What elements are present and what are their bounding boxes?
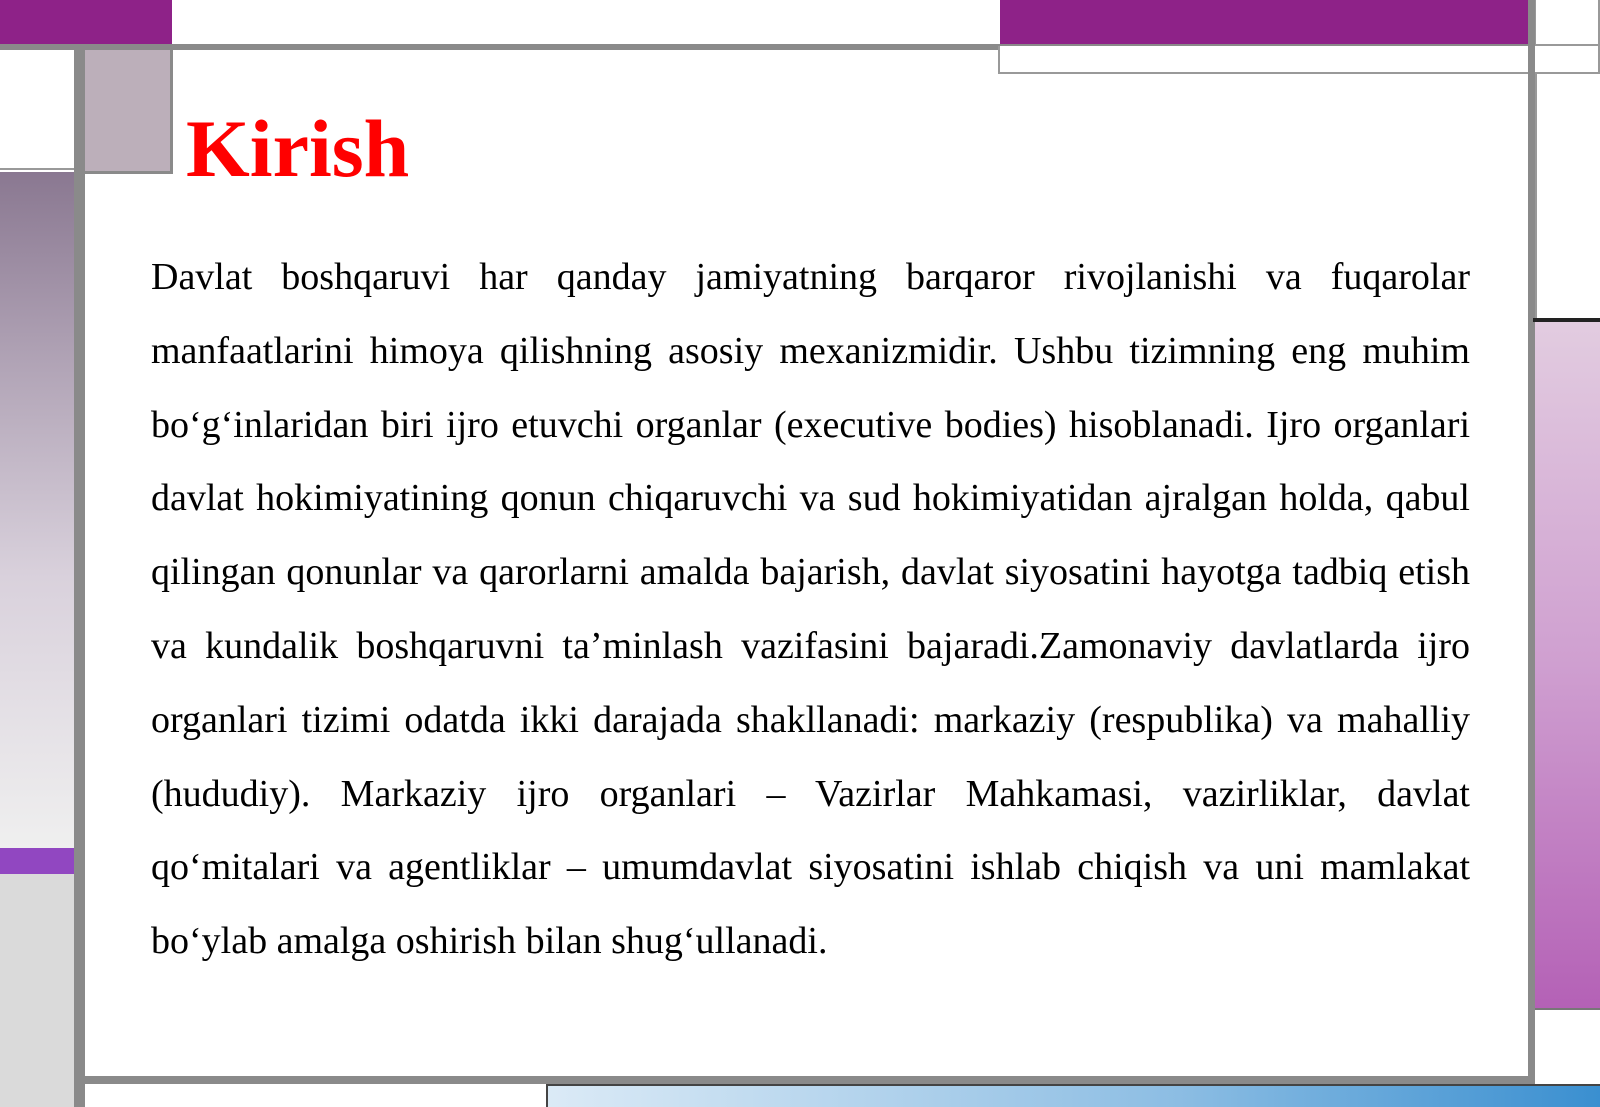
- left-purple-strip: [0, 848, 74, 874]
- top-right-outline-box: [998, 46, 1600, 74]
- top-right-purple-bar: [1000, 0, 1530, 46]
- top-right-corner-box: [1534, 0, 1600, 46]
- bottom-blue-bar: [546, 1084, 1600, 1107]
- left-gradient-panel: [0, 172, 74, 848]
- right-frame-line: [1528, 0, 1535, 1080]
- left-bottom-panel: [0, 874, 74, 1107]
- slide-title: Kirish: [186, 103, 410, 194]
- left-frame-line: [74, 46, 85, 1107]
- right-upper-panel: [1535, 74, 1600, 318]
- left-top-panel: [0, 50, 74, 170]
- top-left-purple-bar: [0, 0, 172, 46]
- right-gradient-panel: [1535, 322, 1600, 1010]
- bottom-frame-line: [74, 1076, 1535, 1084]
- title-accent-square: [85, 50, 173, 174]
- slide-body-text: Davlat boshqaruvi har qanday jamiyatning barqaror rivojlanishi va fuqarolar manfaatlarini himoya qilishning asosiy mexanizmidir. Ushbu tizimning eng muhim bo‘g‘inlaridan biri ijro etuvchi organlar (executive bodies) hisoblanadi. Ijro organlari davlat hokimiyatining qonun chiqaruvchi va sud hokimiyatidan ajralgan holda, qabul qilingan qonunlar va qarorlarni amalda bajarish, davlat siyosatini hayotga tadbiq etish va kundalik boshqaruvni ta’minlash vazifasini bajaradi.Zamonaviy davlatlarda ijro organlari tizimi odatda ikki darajada shakllanadi: markaziy (respublika) va mahalliy (hududiy). Markaziy ijro organlari – Vazirlar Mahkamasi, vazirliklar, davlat qo‘mitalari va agentliklar – umumdavlat siyosatini ishlab chiqish va uni mamlakat bo‘ylab amalga oshirish bilan shug‘ullanadi.: [151, 256, 1470, 963]
